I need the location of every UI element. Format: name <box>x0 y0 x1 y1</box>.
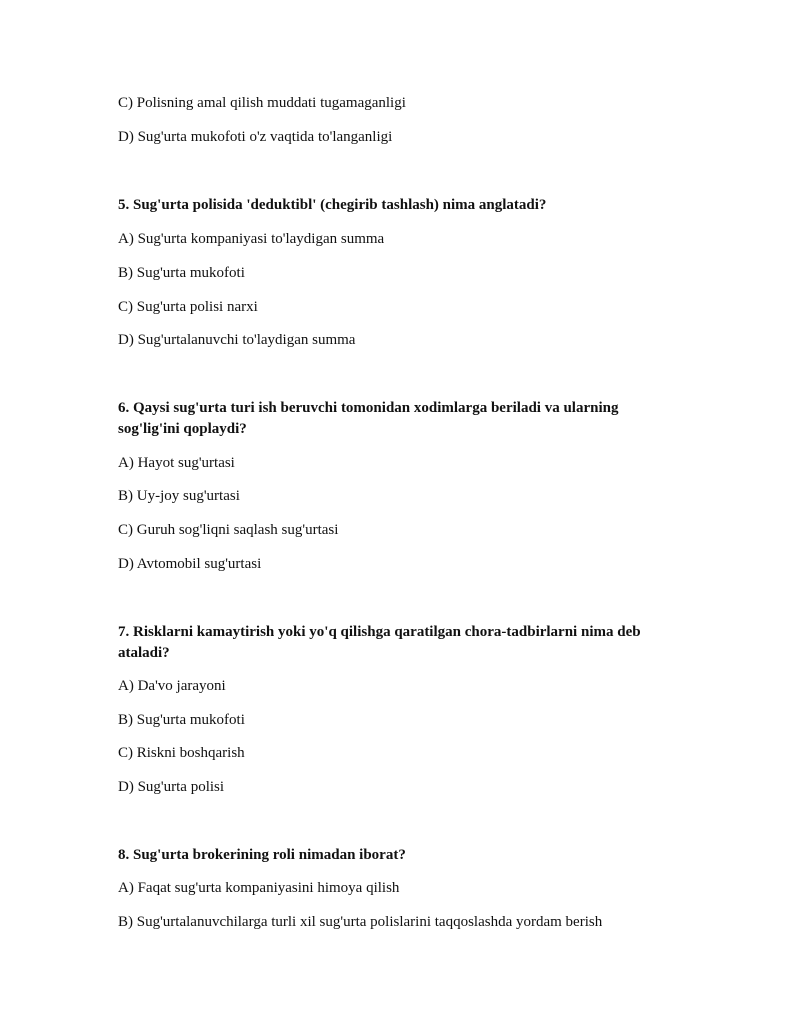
option-c: C) Polisning amal qilish muddati tugamaganligi <box>118 95 406 111</box>
question-8-option-b: B) Sug'urtalanuvchilarga turli xil sug'urta polislarini taqqoslashda yordam berish <box>118 914 603 930</box>
question-7-option-d: D) Sug'urta polisi <box>118 779 225 795</box>
option-d: D) Sug'urta mukofoti o'z vaqtida to'langanligi <box>118 129 393 145</box>
question-5-text: 5. Sug'urta polisida 'deduktibl' (chegirib tashlash) nima anglatadi? <box>118 197 547 213</box>
question-6-option-a: A) Hayot sug'urtasi <box>118 455 235 471</box>
question-6-text: 6. Qaysi sug'urta turi ish beruvchi tomonidan xodimlarga beriladi va ularning sog'lig'ini qoplaydi? <box>118 400 619 437</box>
question-5-option-a: A) Sug'urta kompaniyasi to'laydigan summa <box>118 231 385 247</box>
question-5-option-b: B) Sug'urta mukofoti <box>118 265 245 281</box>
question-7-option-a: A) Da'vo jarayoni <box>118 678 226 694</box>
question-7-option-b: B) Sug'urta mukofoti <box>118 712 245 728</box>
question-8-option-a: A) Faqat sug'urta kompaniyasini himoya qilish <box>118 880 400 896</box>
question-6-option-c: C) Guruh sog'liqni saqlash sug'urtasi <box>118 522 339 538</box>
question-6-option-b: B) Uy-joy sug'urtasi <box>118 488 240 504</box>
question-5-option-c: C) Sug'urta polisi narxi <box>118 299 258 315</box>
question-5-option-d: D) Sug'urtalanuvchi to'laydigan summa <box>118 332 356 348</box>
question-8-text: 8. Sug'urta brokerining roli nimadan iborat? <box>118 847 406 863</box>
question-7-text: 7. Risklarni kamaytirish yoki yo'q qilishga qaratilgan chora-tadbirlarni nima deb ataladi? <box>118 624 641 661</box>
question-7-option-c: C) Riskni boshqarish <box>118 745 245 761</box>
question-6-option-d: D) Avtomobil sug'urtasi <box>118 556 262 572</box>
